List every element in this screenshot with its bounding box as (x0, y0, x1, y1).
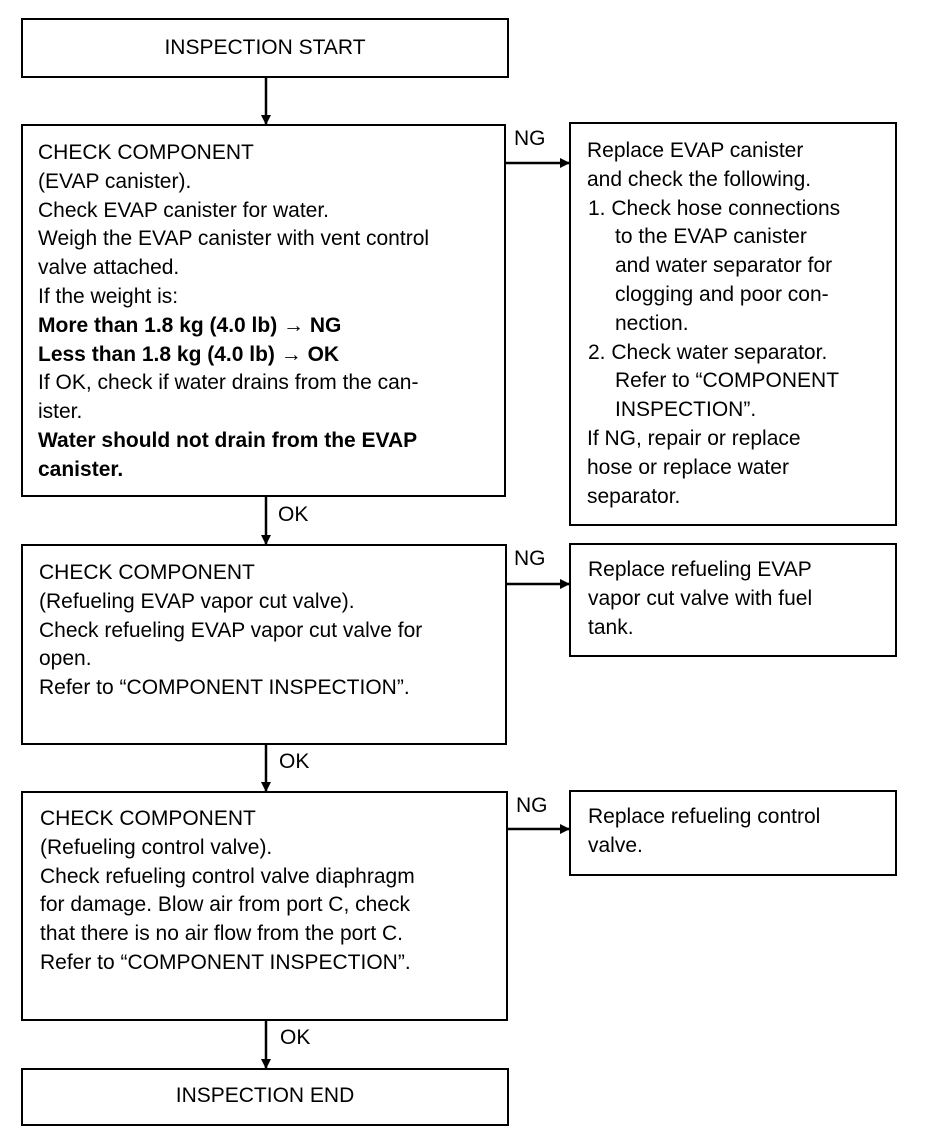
ng-action-line: separator. (587, 484, 681, 508)
ng-action-line: Replace EVAP canister (587, 139, 804, 162)
ng-action-line: tank. (588, 615, 634, 639)
ng-action-line: vapor cut valve with fuel (588, 586, 813, 610)
step1-requirement: canister. (38, 457, 124, 481)
inspection-start-label: INSPECTION START (164, 36, 366, 59)
step3-ng-action-text (588, 803, 820, 861)
step1-ng-criterion: More than 1.8 kg (4.0 lb) → NG (38, 313, 342, 337)
ng-action-line: nection. (615, 311, 689, 335)
step3-ng-action-box (569, 790, 897, 876)
ng-action-line: 1. Check hose connections (588, 196, 841, 220)
ng-action-line: INSPECTION”. (615, 398, 757, 422)
ng-action-line: clogging and poor con- (615, 282, 829, 306)
step3-check-refueling-control-valve-box (21, 791, 508, 1021)
step2-ok-label: OK (279, 750, 310, 773)
ng-action-line: and water separator for (615, 254, 833, 278)
ng-action-line: hose or replace water (587, 455, 789, 479)
step1-check-evap-canister-box (21, 124, 506, 497)
step2-line: open. (39, 647, 92, 671)
step3-text (40, 805, 415, 978)
step2-ng-action-text (588, 556, 812, 642)
step3-ok-label: OK (280, 1026, 311, 1049)
step2-ng-label: NG (514, 547, 546, 570)
step1-line: ister. (38, 400, 83, 424)
step2-text (39, 559, 422, 703)
step1-ng-action-box (569, 122, 897, 526)
step1-line: If the weight is: (38, 284, 179, 308)
step1-ng-label: NG (514, 127, 546, 150)
step2-line: CHECK COMPONENT (39, 561, 255, 584)
step1-line: CHECK COMPONENT (38, 141, 254, 164)
ng-action-line: Replace refueling control (588, 805, 821, 828)
step3-line: (Refueling control valve). (40, 835, 273, 859)
step3-line: Refer to “COMPONENT INSPECTION”. (40, 950, 411, 974)
step2-ng-action-box (569, 543, 897, 657)
step3-ng-label: NG (516, 794, 548, 817)
inspection-start-box (21, 18, 509, 78)
step1-line: (EVAP canister). (38, 169, 192, 193)
step1-ok-label: OK (278, 503, 309, 526)
step1-ok-criterion: Less than 1.8 kg (4.0 lb) → OK (38, 342, 340, 366)
step1-ng-action-text (587, 137, 840, 511)
inspection-end-box (21, 1068, 509, 1126)
step1-text (38, 139, 429, 485)
step2-line: Refer to “COMPONENT INSPECTION”. (39, 676, 410, 700)
step3-line: CHECK COMPONENT (40, 807, 256, 830)
step2-check-vapor-cut-valve-box (21, 544, 507, 745)
step1-line: Weigh the EVAP canister with vent control (38, 227, 430, 251)
ng-action-line: If NG, repair or replace (587, 426, 801, 450)
ng-action-line: and check the following. (587, 167, 812, 191)
step2-line: Check refueling EVAP vapor cut valve for (39, 618, 423, 642)
step3-line: that there is no air flow from the port C. (40, 922, 403, 946)
inspection-end-label: INSPECTION END (175, 1084, 355, 1107)
ng-action-line: valve. (588, 833, 643, 857)
step3-line: for damage. Blow air from port C, check (40, 893, 410, 917)
step1-line: valve attached. (38, 256, 180, 280)
step1-requirement: Water should not drain from the EVAP (38, 428, 418, 452)
ng-action-line: to the EVAP canister (615, 225, 807, 249)
step3-line: Check refueling control valve diaphragm (40, 864, 415, 888)
step1-line: If OK, check if water drains from the can- (38, 371, 419, 395)
step1-line: Check EVAP canister for water. (38, 198, 330, 222)
ng-action-line: Replace refueling EVAP (588, 558, 812, 581)
ng-action-line: 2. Check water separator. (588, 340, 828, 364)
ng-action-line: Refer to “COMPONENT (615, 369, 840, 393)
step2-line: (Refueling EVAP vapor cut valve). (39, 589, 355, 613)
